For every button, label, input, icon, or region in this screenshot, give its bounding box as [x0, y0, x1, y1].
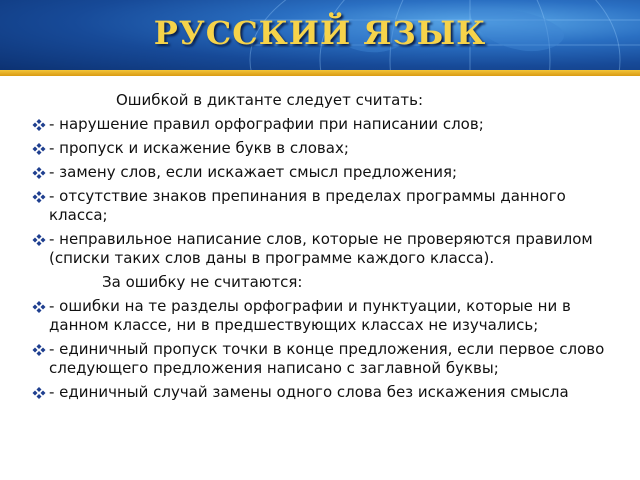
list-item: [32, 139, 622, 158]
four-diamond-bullet-icon: [32, 234, 46, 246]
four-diamond-bullet-icon: [32, 344, 46, 356]
not-errors-list: [32, 297, 622, 402]
slide-title: РУССКИЙ ЯЗЫК: [153, 14, 487, 52]
not-errors-heading: За ошибку не считаются:: [102, 273, 303, 291]
list-item: [32, 115, 622, 134]
list-item-text: - пропуск и искажение букв в словах;: [49, 139, 349, 157]
list-item: [32, 163, 622, 182]
list-item-text: - единичный пропуск точки в конце предложения, если первое слово следующего предложения написано с заглавной буквы;: [49, 340, 605, 377]
list-item: [32, 297, 622, 335]
slide-content: [32, 88, 622, 407]
list-item-text: - отсутствие знаков препинания в пределах программы данного класса;: [49, 187, 566, 224]
four-diamond-bullet-icon: [32, 167, 46, 179]
four-diamond-bullet-icon: [32, 301, 46, 313]
errors-list: [32, 115, 622, 268]
errors-heading: Ошибкой в диктанте следует считать:: [116, 91, 424, 109]
four-diamond-bullet-icon: [32, 191, 46, 203]
list-item-text: - ошибки на те разделы орфографии и пунктуации, которые ни в данном классе, ни в предшествующих классах не изучались;: [49, 297, 571, 334]
header-banner: [0, 0, 640, 74]
list-item-text: - замену слов, если искажает смысл предложения;: [49, 163, 458, 181]
four-diamond-bullet-icon: [32, 143, 46, 155]
list-item: [32, 340, 622, 378]
four-diamond-bullet-icon: [32, 119, 46, 131]
list-item-text: - единичный случай замены одного слова без искажения смысла: [49, 383, 569, 401]
four-diamond-bullet-icon: [32, 387, 46, 399]
list-item: [32, 187, 622, 225]
header-divider: [0, 70, 640, 76]
list-item-text: - неправильное написание слов, которые не проверяются правилом (списки таких слов даны в программе каждого класса).: [49, 230, 593, 267]
list-item: [32, 230, 622, 268]
list-item: [32, 383, 622, 402]
list-item-text: - нарушение правил орфографии при написании слов;: [49, 115, 484, 133]
